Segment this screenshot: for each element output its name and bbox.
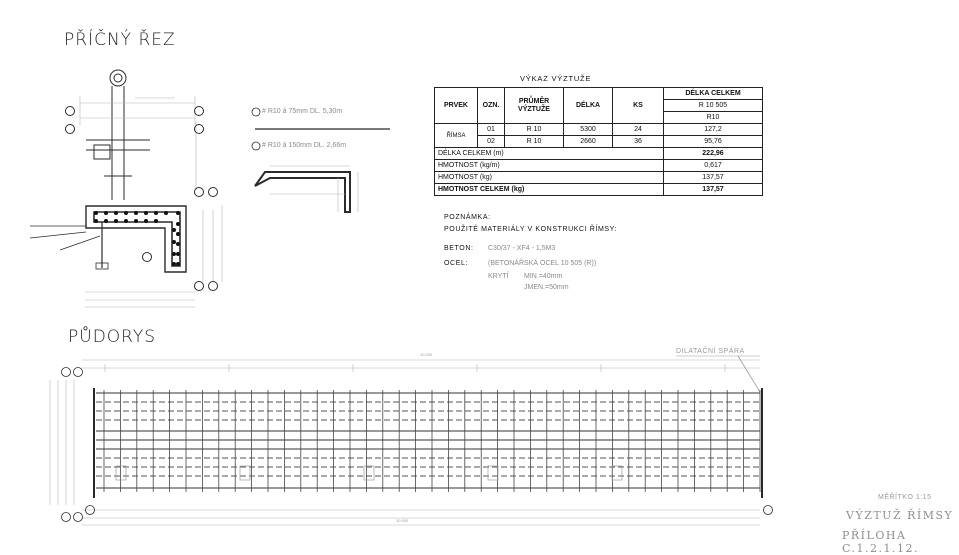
row-celkem: 95,76 bbox=[664, 136, 763, 148]
row-ozn: 02 bbox=[478, 136, 505, 148]
header-steel: R 10 505 bbox=[664, 100, 763, 112]
group-label: ŘÍMSA bbox=[435, 124, 478, 148]
cornice-section bbox=[30, 206, 186, 272]
scale-label: MĚŘÍTKO 1:15 bbox=[878, 494, 932, 501]
bar-legend-01: # R10 á 75mm DL. 5,30m bbox=[262, 108, 343, 115]
notes-ocel-label: OCEL: bbox=[444, 260, 469, 267]
rebar-schedule-table bbox=[434, 87, 763, 196]
header-ks: KS bbox=[613, 88, 664, 124]
header-prumer: PRŮMĚR VÝZTUŽE bbox=[505, 88, 564, 124]
summary-label: HMOTNOST CELKEM (kg) bbox=[435, 184, 664, 196]
plan-bottom-dimension: 10 000 bbox=[396, 518, 409, 523]
notes-ocel-value: (BETONÁŘSKÁ OCEL 10 505 (R)) bbox=[488, 260, 597, 267]
header-ozn: OZN. bbox=[478, 88, 505, 124]
dilatation-joint-label: DILATAČNÍ SPÁRA bbox=[676, 348, 745, 355]
row-delka: 5300 bbox=[564, 124, 613, 136]
notes-heading: POZNÁMKA: bbox=[444, 214, 491, 221]
table-title: VÝKAZ VÝZTUŽE bbox=[520, 74, 592, 83]
notes-beton-value: C30/37 - XF4 - 1,5M3 bbox=[488, 245, 556, 252]
summary-label: DÉLKA CELKEM (m) bbox=[435, 148, 664, 160]
grid-markers bbox=[66, 107, 218, 291]
row-prumer: R 10 bbox=[505, 136, 564, 148]
section-title: PŘÍČNÝ ŘEZ bbox=[64, 30, 176, 50]
attachment-number: PŘÍLOHA C.1.2.1.12. bbox=[842, 529, 919, 555]
row-prumer: R 10 bbox=[505, 124, 564, 136]
rebar-dots bbox=[94, 211, 180, 266]
notes-line1: POUŽITÉ MATERIÁLY V KONSTRUKCI ŘÍMSY: bbox=[444, 226, 618, 233]
row-celkem: 127,2 bbox=[664, 124, 763, 136]
header-prvek: PRVEK bbox=[435, 88, 478, 124]
header-delka-celkem: DÉLKA CELKEM bbox=[664, 88, 763, 100]
header-sub: R10 bbox=[664, 112, 763, 124]
plan-dashed-bars bbox=[96, 402, 760, 476]
plan-solid-bars bbox=[96, 393, 760, 488]
summary-value: 222,96 bbox=[664, 148, 763, 160]
plan-top-dimension: 10 000 bbox=[420, 352, 433, 357]
notes-kryti-min: MIN.=40mm bbox=[524, 273, 563, 280]
plan-title: PŮDORYS bbox=[68, 327, 157, 347]
bar-legend-02: # R10 á 150mm DL. 2,66m bbox=[262, 142, 347, 149]
dimension-lines bbox=[80, 96, 222, 307]
plan-stirrups bbox=[104, 390, 760, 492]
notes-kryti-label: KRYTÍ bbox=[488, 273, 509, 280]
summary-value: 137,57 bbox=[664, 172, 763, 184]
railing-sketch bbox=[86, 70, 150, 200]
drawing-name: VÝZTUŽ ŘÍMSY bbox=[846, 509, 954, 522]
header-delka: DÉLKA bbox=[564, 88, 613, 124]
notes-beton-label: BETON: bbox=[444, 245, 474, 252]
notes-kryti-jmen: JMEN.=50mm bbox=[524, 284, 569, 291]
row-ks: 24 bbox=[613, 124, 664, 136]
row-ks: 36 bbox=[613, 136, 664, 148]
plan-dimensions bbox=[50, 360, 760, 525]
summary-value: 0,617 bbox=[664, 160, 763, 172]
summary-label: HMOTNOST (kg) bbox=[435, 172, 664, 184]
row-delka: 2660 bbox=[564, 136, 613, 148]
summary-value: 137,57 bbox=[664, 184, 763, 196]
row-ozn: 01 bbox=[478, 124, 505, 136]
bar-02-shape bbox=[255, 172, 350, 212]
summary-label: HMOTNOST (kg/m) bbox=[435, 160, 664, 172]
